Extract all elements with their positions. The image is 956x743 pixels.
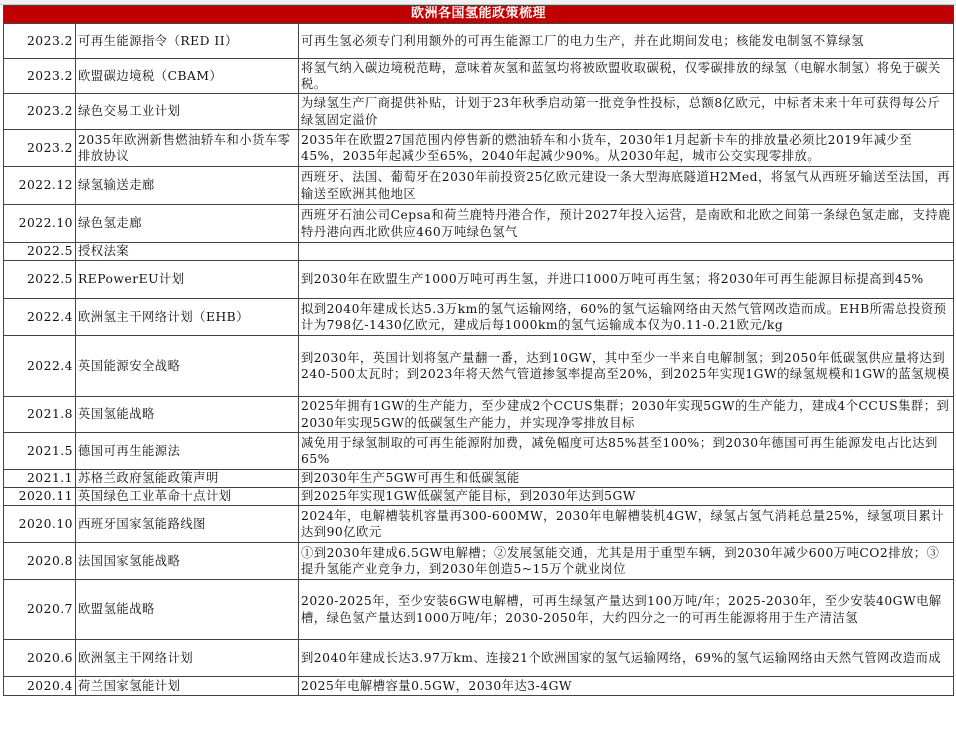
table-row xyxy=(4,640,954,677)
table-row xyxy=(4,543,954,580)
row-policy-name: 西班牙国家氢能路线图 xyxy=(76,506,299,543)
row-policy-desc: 到2030年生产5GW可再生和低碳氢能 xyxy=(299,470,954,488)
row-policy-desc: 2035年在欧盟27国范围内停售新的燃油轿车和小货车，2030年1月起新卡车的排放量必须比2019年减少至45%，2035年起减少至65%，2040年起减少90%。从2030年起，城市公交实现零排放。 xyxy=(299,130,954,167)
policy-table xyxy=(3,5,954,696)
row-date: 2020.7 xyxy=(4,580,76,640)
row-policy-name: 可再生能源指令（RED II） xyxy=(76,24,299,59)
row-date: 2020.4 xyxy=(4,677,76,696)
row-policy-name: REPowerEU计划 xyxy=(76,261,299,299)
row-policy-desc: 可再生氢必须专门利用额外的可再生能源工厂的电力生产，并在此期间发电；核能发电制氢不算绿氢 xyxy=(299,24,954,59)
row-policy-desc: 2025年电解槽容量0.5GW，2030年达3-4GW xyxy=(299,677,954,696)
table-row xyxy=(4,580,954,640)
table-row xyxy=(4,488,954,506)
row-policy-name: 法国国家氢能战略 xyxy=(76,543,299,580)
row-date: 2023.2 xyxy=(4,130,76,167)
row-policy-desc: 到2030年在欧盟生产1000万吨可再生氢，并进口1000万吨可再生氢；将2030年可再生能源目标提高到45% xyxy=(299,261,954,299)
row-policy-desc: 2024年，电解槽装机容量再300-600MW，2030年电解槽装机4GW，绿氢占氢气消耗总量25%，绿氢项目累计达到90亿欧元 xyxy=(299,506,954,543)
row-date: 2022.5 xyxy=(4,243,76,261)
row-policy-desc: 减免用于绿氢制取的可再生能源附加费，减免幅度可达85%甚至100%；到2030年德国可再生能源发电占比达到65% xyxy=(299,433,954,470)
table-row xyxy=(4,130,954,167)
row-policy-desc: 到2030年，英国计划将氢产量翻一番，达到10GW，其中至少一半来自电解制氢；到2050年低碳氢供应量将达到240-500太瓦时；到2023年将天然气管道掺氢率提高至20%，到2025年实现1GW的绿氢规模和1GW的蓝氢规模 xyxy=(299,336,954,397)
row-date: 2023.2 xyxy=(4,59,76,94)
row-policy-desc: 拟到2040年建成长达5.3万km的氢气运输网络，60%的氢气运输网络由天然气管网改造而成。EHB所需总投资预计为798亿-1430亿欧元，建成后每1000km的氢气运输成本仅为0.11-0.21欧元/kg xyxy=(299,299,954,336)
table-row xyxy=(4,261,954,299)
row-date: 2022.5 xyxy=(4,261,76,299)
table-title: 欧洲各国氢能政策梳理 xyxy=(4,6,954,24)
row-date: 2020.6 xyxy=(4,640,76,677)
table-row xyxy=(4,470,954,488)
row-date: 2020.10 xyxy=(4,506,76,543)
table-row xyxy=(4,167,954,205)
row-policy-name: 欧盟碳边境税（CBAM） xyxy=(76,59,299,94)
table-row xyxy=(4,94,954,130)
row-policy-name: 英国能源安全战略 xyxy=(76,336,299,397)
row-date: 2022.4 xyxy=(4,299,76,336)
row-policy-desc: ①到2030年建成6.5GW电解槽；②发展氢能交通，尤其是用于重型车辆，到2030年减少600万吨CO2排放；③提升氢能产业竞争力，到2030年创造5~15万个就业岗位 xyxy=(299,543,954,580)
row-policy-name: 欧洲氢主干网络计划（EHB） xyxy=(76,299,299,336)
row-date: 2022.10 xyxy=(4,205,76,243)
row-policy-desc: 2025年拥有1GW的生产能力，至少建成2个CCUS集群；2030年实现5GW的生产能力，建成4个CCUS集群；到2030年实现5GW的低碳氢生产能力，并实现净零排放目标 xyxy=(299,397,954,433)
table-row xyxy=(4,243,954,261)
row-policy-name: 欧盟氢能战略 xyxy=(76,580,299,640)
row-date: 2020.8 xyxy=(4,543,76,580)
row-policy-name: 绿色交易工业计划 xyxy=(76,94,299,130)
row-policy-desc: 到2040年建成长达3.97万km、连接21个欧洲国家的氢气运输网络，69%的氢气运输网络由天然气管网改造而成 xyxy=(299,640,954,677)
table-row xyxy=(4,506,954,543)
row-policy-desc xyxy=(299,243,954,261)
table-row xyxy=(4,397,954,433)
table-row xyxy=(4,433,954,470)
row-policy-desc: 为绿氢生产厂商提供补贴，计划于23年秋季启动第一批竞争性投标，总额8亿欧元，中标者未来十年可获得每公斤绿氢固定溢价 xyxy=(299,94,954,130)
row-date: 2023.2 xyxy=(4,94,76,130)
row-policy-name: 绿色氢走廊 xyxy=(76,205,299,243)
row-policy-name: 英国氢能战略 xyxy=(76,397,299,433)
row-policy-name: 德国可再生能源法 xyxy=(76,433,299,470)
row-policy-desc: 西班牙石油公司Cepsa和荷兰鹿特丹港合作，预计2027年投入运营，是南欧和北欧之间第一条绿色氢走廊，支持鹿特丹港向西北欧供应460万吨绿色氢气 xyxy=(299,205,954,243)
row-date: 2022.4 xyxy=(4,336,76,397)
row-date: 2020.11 xyxy=(4,488,76,506)
table-row xyxy=(4,336,954,397)
row-policy-desc: 将氢气纳入碳边境税范畴，意味着灰氢和蓝氢均将被欧盟收取碳税，仅零碳排放的绿氢（电解水制氢）将免于碳关税。 xyxy=(299,59,954,94)
row-policy-desc: 2020-2025年，至少安装6GW电解槽，可再生绿氢产量达到100万吨/年；2025-2030年，至少安装40GW电解槽，绿色氢产量达到1000万吨/年；2030-2050年，大约四分之一的可再生能源将用于生产清洁氢 xyxy=(299,580,954,640)
table-row xyxy=(4,24,954,59)
row-policy-name: 苏格兰政府氢能政策声明 xyxy=(76,470,299,488)
row-policy-name: 2035年欧洲新售燃油轿车和小货车零排放协议 xyxy=(76,130,299,167)
table-title-row xyxy=(4,6,954,24)
row-policy-name: 荷兰国家氢能计划 xyxy=(76,677,299,696)
table-row xyxy=(4,59,954,94)
row-date: 2022.12 xyxy=(4,167,76,205)
table-row xyxy=(4,299,954,336)
row-date: 2021.5 xyxy=(4,433,76,470)
row-policy-name: 绿氢输送走廊 xyxy=(76,167,299,205)
row-policy-desc: 西班牙、法国、葡萄牙在2030年前投资25亿欧元建设一条大型海底隧道H2Med，将氢气从西班牙输送至法国，再输送至欧洲其他地区 xyxy=(299,167,954,205)
row-date: 2023.2 xyxy=(4,24,76,59)
row-date: 2021.8 xyxy=(4,397,76,433)
row-policy-name: 授权法案 xyxy=(76,243,299,261)
row-date: 2021.1 xyxy=(4,470,76,488)
table-row xyxy=(4,205,954,243)
row-policy-name: 欧洲氢主干网络计划 xyxy=(76,640,299,677)
row-policy-desc: 到2025年实现1GW低碳氢产能目标，到2030年达到5GW xyxy=(299,488,954,506)
row-policy-name: 英国绿色工业革命十点计划 xyxy=(76,488,299,506)
table-row xyxy=(4,677,954,696)
